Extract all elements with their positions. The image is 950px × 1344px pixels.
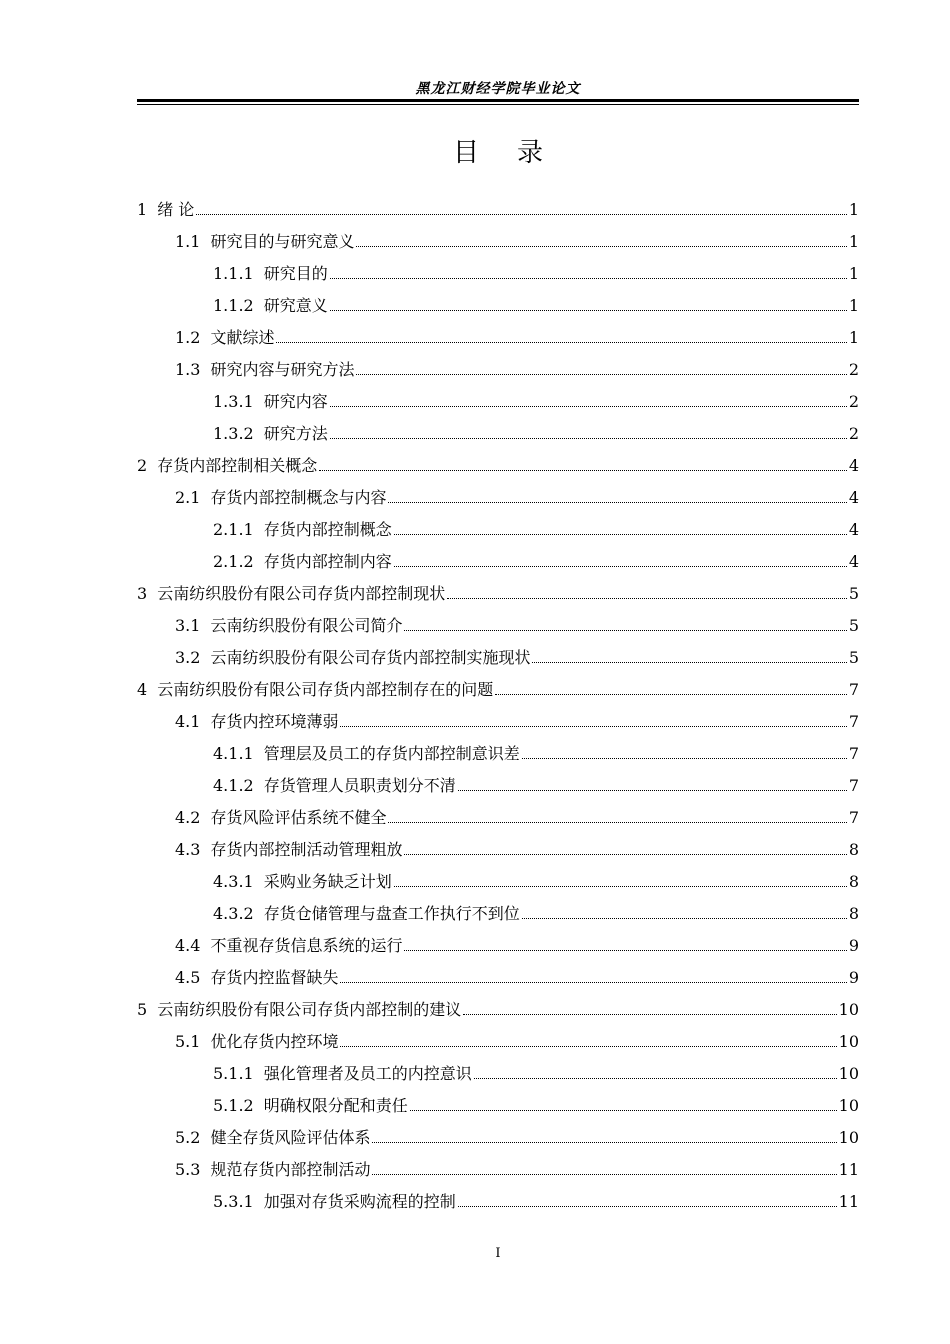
toc-dot-leader (474, 1078, 837, 1079)
toc-entry[interactable] (137, 1148, 859, 1180)
toc-entry-page: 10 (838, 1000, 859, 1019)
toc-entry-label: 文献综述 (210, 328, 275, 347)
toc-entry-label: 研究方法 (263, 424, 328, 443)
toc-entry-label: 加强对存货采购流程的控制 (263, 1192, 456, 1211)
toc-dot-leader (340, 1046, 836, 1047)
toc-entry-number: 5 (137, 1000, 148, 1019)
toc-entry-number: 4.3.2 (213, 904, 254, 923)
toc-entry-label: 研究目的 (263, 264, 328, 283)
toc-entry-label: 存货内部控制相关概念 (157, 456, 318, 475)
toc-entry[interactable] (137, 988, 859, 1020)
toc-entry-label: 明确权限分配和责任 (263, 1096, 408, 1115)
toc-entry[interactable] (137, 604, 859, 636)
toc-entry-number: 4.1 (175, 712, 201, 731)
toc-entry-page: 1 (848, 200, 859, 219)
toc-entry[interactable] (137, 572, 859, 604)
toc-dot-leader (404, 630, 846, 631)
toc-entry[interactable] (137, 732, 859, 764)
toc-entry-label: 规范存货内部控制活动 (210, 1160, 371, 1179)
toc-entry[interactable] (137, 796, 859, 828)
toc-entry-number: 2.1.1 (213, 520, 254, 539)
toc-entry-label: 研究内容与研究方法 (210, 360, 355, 379)
toc-entry[interactable] (137, 220, 859, 252)
toc-entry[interactable] (137, 668, 859, 700)
toc-entry[interactable] (137, 284, 859, 316)
toc-dot-leader (404, 950, 846, 951)
toc-entry-label: 不重视存货信息系统的运行 (210, 936, 403, 955)
toc-entry[interactable] (137, 380, 859, 412)
toc-entry-label: 存货内控环境薄弱 (210, 712, 339, 731)
toc-entry[interactable] (137, 508, 859, 540)
toc-dot-leader (522, 758, 847, 759)
toc-entry-label: 云南纺织股份有限公司存货内部控制实施现状 (210, 648, 531, 667)
toc-entry-page: 11 (838, 1160, 859, 1179)
toc-dot-leader (458, 1206, 837, 1207)
toc-entry-number: 4.2 (175, 808, 201, 827)
toc-entry[interactable] (137, 1180, 859, 1212)
toc-entry-label: 存货内部控制概念与内容 (210, 488, 387, 507)
toc-entry-page: 7 (848, 776, 859, 795)
toc-dot-leader (276, 342, 846, 343)
toc-entry-page: 1 (848, 328, 859, 347)
toc-dot-leader (404, 854, 846, 855)
toc-entry-page: 10 (838, 1064, 859, 1083)
toc-entry-page: 4 (848, 552, 859, 571)
toc-dot-leader (340, 726, 846, 727)
toc-entry-page: 5 (848, 616, 859, 635)
toc-dot-leader (532, 662, 846, 663)
toc-entry-label: 存货内控监督缺失 (210, 968, 339, 987)
toc-entry[interactable] (137, 316, 859, 348)
toc-entry-page: 7 (848, 808, 859, 827)
toc-entry-number: 5.1.2 (213, 1096, 254, 1115)
toc-entry[interactable] (137, 828, 859, 860)
toc-entry-number: 4.3 (175, 840, 201, 859)
toc-entry-label: 健全存货风险评估体系 (210, 1128, 371, 1147)
toc-entry-page: 7 (848, 744, 859, 763)
toc-entry[interactable] (137, 444, 859, 476)
toc-entry-label: 存货内部控制内容 (263, 552, 392, 571)
toc-entry-page: 10 (838, 1128, 859, 1147)
toc-entry[interactable] (137, 1116, 859, 1148)
toc-entry-page: 10 (838, 1096, 859, 1115)
toc-entry-label: 云南纺织股份有限公司存货内部控制的建议 (157, 1000, 462, 1019)
toc-dot-leader (495, 694, 847, 695)
toc-entry-page: 1 (848, 264, 859, 283)
toc-entry[interactable] (137, 1084, 859, 1116)
toc-entry[interactable] (137, 860, 859, 892)
toc-entry[interactable] (137, 1020, 859, 1052)
toc-entry-page: 2 (848, 392, 859, 411)
toc-dot-leader (394, 534, 847, 535)
toc-entry-label: 管理层及员工的存货内部控制意识差 (263, 744, 520, 763)
toc-entry[interactable] (137, 924, 859, 956)
toc-dot-leader (330, 278, 847, 279)
page-title: 目录 (452, 138, 581, 168)
toc-dot-leader (458, 790, 847, 791)
toc-entry-page: 7 (848, 680, 859, 699)
header-rule-thin (137, 104, 859, 105)
toc-entry-label: 云南纺织股份有限公司存货内部控制存在的问题 (157, 680, 494, 699)
toc-entry-number: 5.3.1 (213, 1192, 254, 1211)
toc-entry[interactable] (137, 412, 859, 444)
toc-entry-number: 5.3 (175, 1160, 201, 1179)
toc-dot-leader (330, 406, 847, 407)
toc-entry-number: 2.1.2 (213, 552, 254, 571)
toc-entry-label: 优化存货内控环境 (210, 1032, 339, 1051)
toc-entry-label: 绪 论 (157, 200, 195, 219)
toc-entry-page: 1 (848, 232, 859, 251)
toc-entry-page: 8 (848, 904, 859, 923)
toc-dot-leader (410, 1110, 837, 1111)
toc-entry[interactable] (137, 1052, 859, 1084)
toc-entry-label: 研究目的与研究意义 (210, 232, 355, 251)
toc-entry-page: 4 (848, 488, 859, 507)
toc-entry-label: 存货内部控制概念 (263, 520, 392, 539)
toc-entry-number: 3 (137, 584, 148, 603)
toc-entry[interactable] (137, 348, 859, 380)
toc-entry-page: 8 (848, 872, 859, 891)
toc-dot-leader (388, 822, 846, 823)
toc-entry-page: 9 (848, 936, 859, 955)
toc-entry-page: 8 (848, 840, 859, 859)
toc-entry-number: 4.1.1 (213, 744, 254, 763)
toc-entry[interactable] (137, 764, 859, 796)
toc-entry-number: 4.5 (175, 968, 201, 987)
toc-entry-number: 4.3.1 (213, 872, 254, 891)
toc-entry-number: 2 (137, 456, 148, 475)
toc-dot-leader (196, 214, 847, 215)
toc-entry-number: 5.1.1 (213, 1064, 254, 1083)
toc-dot-leader (330, 310, 847, 311)
toc-dot-leader (388, 502, 846, 503)
toc-dot-leader (522, 918, 847, 919)
toc-entry-number: 1.1.2 (213, 296, 254, 315)
header-rule-thick (137, 99, 859, 102)
toc-dot-leader (394, 566, 847, 567)
toc-entry-label: 研究意义 (263, 296, 328, 315)
toc-entry-number: 1.1 (175, 232, 201, 251)
toc-dot-leader (319, 470, 847, 471)
toc-entry-number: 1 (137, 200, 148, 219)
toc-entry[interactable] (137, 956, 859, 988)
toc-entry-page: 2 (848, 360, 859, 379)
toc-entry-number: 1.3.1 (213, 392, 254, 411)
toc-dot-leader (372, 1142, 836, 1143)
toc-dot-leader (330, 438, 847, 439)
toc-dot-leader (356, 374, 846, 375)
toc-entry[interactable] (137, 188, 859, 220)
toc-entry[interactable] (137, 636, 859, 668)
toc-entry-number: 4.1.2 (213, 776, 254, 795)
toc-entry-label: 云南纺织股份有限公司存货内部控制现状 (157, 584, 446, 603)
toc-entry-number: 3.1 (175, 616, 201, 635)
toc-entry-number: 4.4 (175, 936, 201, 955)
toc-dot-leader (463, 1014, 836, 1015)
toc-entry-number: 1.3 (175, 360, 201, 379)
toc-entry-number: 1.2 (175, 328, 201, 347)
toc-entry[interactable] (137, 892, 859, 924)
toc-entry-page: 1 (848, 296, 859, 315)
toc-entry-label: 研究内容 (263, 392, 328, 411)
toc-entry-page: 4 (848, 520, 859, 539)
toc-entry-number: 2.1 (175, 488, 201, 507)
toc-dot-leader (340, 982, 846, 983)
toc-entry-label: 采购业务缺乏计划 (263, 872, 392, 891)
toc-entry[interactable] (137, 700, 859, 732)
table-of-contents (137, 188, 859, 1212)
toc-entry-number: 1.1.1 (213, 264, 254, 283)
page-number: I (495, 1246, 501, 1261)
toc-entry-number: 1.3.2 (213, 424, 254, 443)
toc-entry-page: 2 (848, 424, 859, 443)
toc-entry-page: 9 (848, 968, 859, 987)
toc-entry-label: 强化管理者及员工的内控意识 (263, 1064, 472, 1083)
toc-dot-leader (394, 886, 847, 887)
toc-entry-page: 11 (838, 1192, 859, 1211)
toc-entry-page: 4 (848, 456, 859, 475)
toc-entry[interactable] (137, 476, 859, 508)
toc-dot-leader (372, 1174, 836, 1175)
toc-entry-page: 10 (838, 1032, 859, 1051)
toc-entry-number: 4 (137, 680, 148, 699)
toc-entry-label: 存货管理人员职责划分不清 (263, 776, 456, 795)
toc-entry-page: 7 (848, 712, 859, 731)
toc-entry[interactable] (137, 540, 859, 572)
toc-entry-page: 5 (848, 648, 859, 667)
toc-entry-number: 5.1 (175, 1032, 201, 1051)
toc-dot-leader (447, 598, 847, 599)
toc-entry-page: 5 (848, 584, 859, 603)
toc-entry-label: 存货风险评估系统不健全 (210, 808, 387, 827)
toc-entry-label: 云南纺织股份有限公司简介 (210, 616, 403, 635)
toc-entry-label: 存货内部控制活动管理粗放 (210, 840, 403, 859)
toc-entry[interactable] (137, 252, 859, 284)
toc-entry-number: 3.2 (175, 648, 201, 667)
running-header: 黑龙江财经学院毕业论文 (415, 81, 581, 97)
toc-entry-label: 存货仓储管理与盘查工作执行不到位 (263, 904, 520, 923)
toc-entry-number: 5.2 (175, 1128, 201, 1147)
toc-dot-leader (356, 246, 846, 247)
